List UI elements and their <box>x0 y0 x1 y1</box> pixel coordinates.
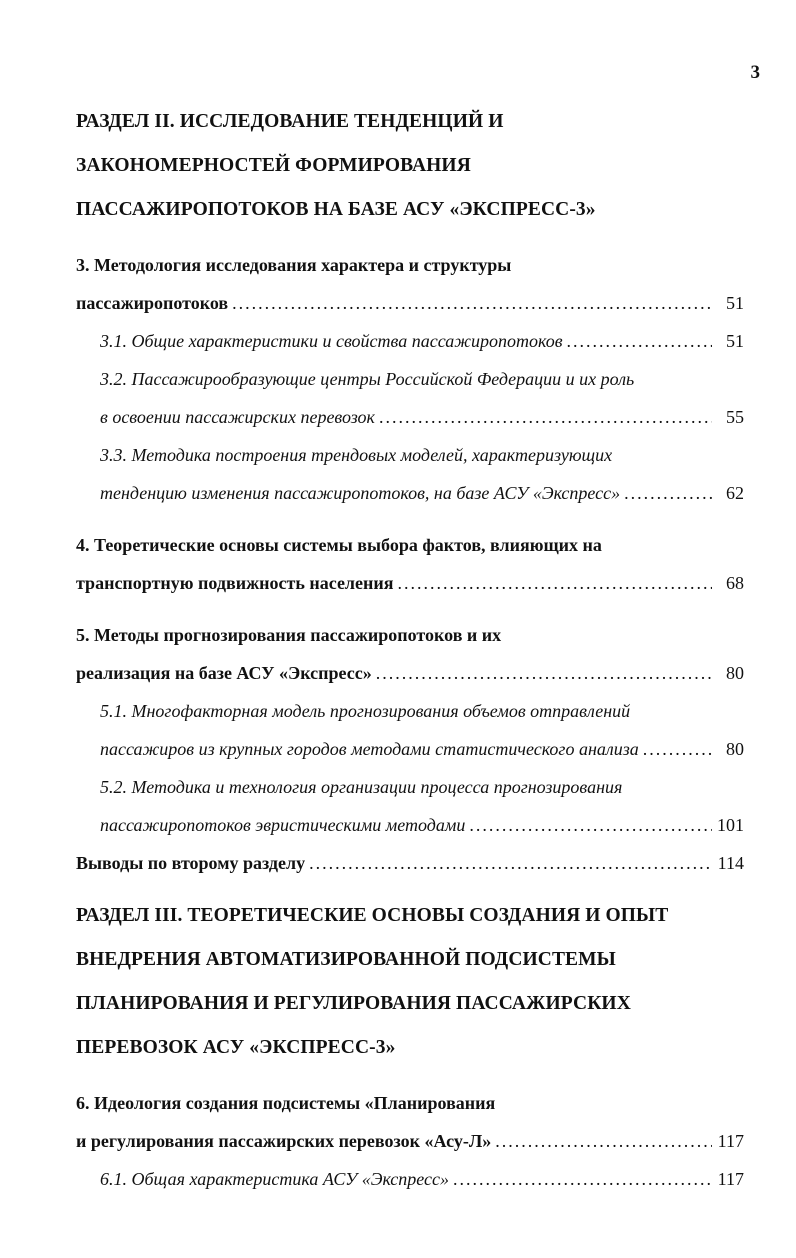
dot-leader <box>379 398 712 436</box>
toc-entry-section-3-1[interactable] <box>76 322 744 360</box>
chapter-4-page: 68 <box>726 573 744 593</box>
toc-line <box>76 564 744 602</box>
spacer <box>76 882 744 894</box>
chapter-5-title-line-2: реализация на базе АСУ «Экспресс» <box>76 663 372 683</box>
toc-entry-section-5-1[interactable] <box>76 692 744 768</box>
chapter-3-page: 51 <box>726 293 744 313</box>
section-2-heading-line-1: РАЗДЕЛ II. ИССЛЕДОВАНИЕ ТЕНДЕНЦИЙ И <box>76 111 504 132</box>
dot-leader <box>453 1160 712 1198</box>
section-6-1-title: 6.1. Общая характеристика АСУ «Экспресс» <box>100 1169 450 1189</box>
toc-entry-chapter-4[interactable] <box>76 526 744 602</box>
section-3-3-title-line-1: 3.3. Методика построения трендовых моделей, характеризующих <box>100 445 613 465</box>
chapter-6-title-line-2: и регулирования пассажирских перевозок «Асу-Л» <box>76 1131 492 1151</box>
section-3-heading-line-3: ПЛАНИРОВАНИЯ И РЕГУЛИРОВАНИЯ ПАССАЖИРСКИХ <box>76 993 631 1014</box>
toc-entry-chapter-6[interactable] <box>76 1084 744 1160</box>
toc-line <box>76 246 744 284</box>
toc-line <box>76 844 744 882</box>
page-number: 3 <box>750 62 760 83</box>
section-5-1-title-line-2: пассажиров из крупных городов методами статистического анализа <box>100 739 639 759</box>
toc-line <box>76 1122 744 1160</box>
toc-line <box>76 436 744 474</box>
toc-entry-section-3-2[interactable] <box>76 360 744 436</box>
section-5-2-title-line-2: пассажиропотоков эвристическими методами <box>100 815 466 835</box>
section-3-3-title-line-2: тенденцию изменения пассажиропотоков, на базе АСУ «Экспресс» <box>100 483 621 503</box>
chapter-6-title-line-1: 6. Идеология создания подсистемы «Планирования <box>76 1093 496 1113</box>
dot-leader <box>232 284 712 322</box>
conclusions-page: 114 <box>717 853 744 873</box>
chapter-4-title-line-1: 4. Теоретические основы системы выбора фактов, влияющих на <box>76 535 602 555</box>
toc-line <box>76 616 744 654</box>
toc-entry-section-6-1[interactable] <box>76 1160 744 1198</box>
chapter-3-title-line-2: пассажиропотоков <box>76 293 229 313</box>
section-3-2-title-line-2: в освоении пассажирских перевозок <box>100 407 375 427</box>
section-2-heading-line-3: ПАССАЖИРОПОТОКОВ НА БАЗЕ АСУ «ЭКСПРЕСС-3» <box>76 199 596 220</box>
section-3-heading-line-4: ПЕРЕВОЗОК АСУ «ЭКСПРЕСС-3» <box>76 1037 396 1058</box>
section-5-1-title-line-1: 5.1. Многофакторная модель прогнозирования объемов отправлений <box>100 701 631 721</box>
toc-line <box>76 284 744 322</box>
section-2-heading-line-2: ЗАКОНОМЕРНОСТЕЙ ФОРМИРОВАНИЯ <box>76 155 471 176</box>
toc-line <box>76 360 744 398</box>
section-3-2-title-line-1: 3.2. Пассажирообразующие центры Российской Федерации и их роль <box>100 369 635 389</box>
dot-leader <box>376 654 712 692</box>
section-3-1-page: 51 <box>726 331 744 351</box>
dot-leader <box>398 564 712 602</box>
section-3-heading-line-1: РАЗДЕЛ III. ТЕОРЕТИЧЕСКИЕ ОСНОВЫ СОЗДАНИЯ И ОПЫТ <box>76 905 669 926</box>
section-5-2-page: 101 <box>717 815 744 835</box>
dot-leader <box>643 730 712 768</box>
toc-line <box>76 398 744 436</box>
section-6-1-page: 117 <box>717 1169 744 1189</box>
toc-line <box>76 692 744 730</box>
toc-entry-section-3-3[interactable] <box>76 436 744 512</box>
chapter-4-title-line-2: транспортную подвижность населения <box>76 573 394 593</box>
section-3-3-page: 62 <box>726 483 744 503</box>
toc-line <box>76 474 744 512</box>
dot-leader <box>624 474 712 512</box>
chapter-6-page: 117 <box>717 1131 744 1151</box>
dot-leader <box>309 844 712 882</box>
conclusions-title: Выводы по второму разделу <box>76 853 306 873</box>
toc-line <box>76 730 744 768</box>
table-of-contents <box>76 100 744 1198</box>
dot-leader <box>469 806 712 844</box>
toc-line <box>76 806 744 844</box>
section-3-heading-line-2: ВНЕДРЕНИЯ АВТОМАТИЗИРОВАННОЙ ПОДСИСТЕМЫ <box>76 949 616 970</box>
toc-line <box>76 768 744 806</box>
toc-entry-chapter-3[interactable] <box>76 246 744 322</box>
toc-line <box>76 1160 744 1198</box>
toc-entry-conclusions[interactable] <box>76 844 744 882</box>
toc-entry-chapter-5[interactable] <box>76 616 744 692</box>
section-3-heading <box>76 894 744 1070</box>
toc-entry-section-5-2[interactable] <box>76 768 744 844</box>
section-2-heading <box>76 100 744 232</box>
chapter-5-page: 80 <box>726 663 744 683</box>
dot-leader <box>567 322 712 360</box>
toc-line <box>76 1084 744 1122</box>
section-5-2-title-line-1: 5.2. Методика и технология организации процесса прогнозирования <box>100 777 623 797</box>
section-3-2-page: 55 <box>726 407 744 427</box>
chapter-5-title-line-1: 5. Методы прогнозирования пассажиропотоков и их <box>76 625 502 645</box>
toc-line <box>76 526 744 564</box>
toc-line <box>76 654 744 692</box>
section-3-1-title: 3.1. Общие характеристики и свойства пассажиропотоков <box>100 331 563 351</box>
dot-leader <box>495 1122 712 1160</box>
chapter-3-title-line-1: 3. Методология исследования характера и структуры <box>76 255 512 275</box>
toc-line <box>76 322 744 360</box>
section-5-1-page: 80 <box>726 739 744 759</box>
